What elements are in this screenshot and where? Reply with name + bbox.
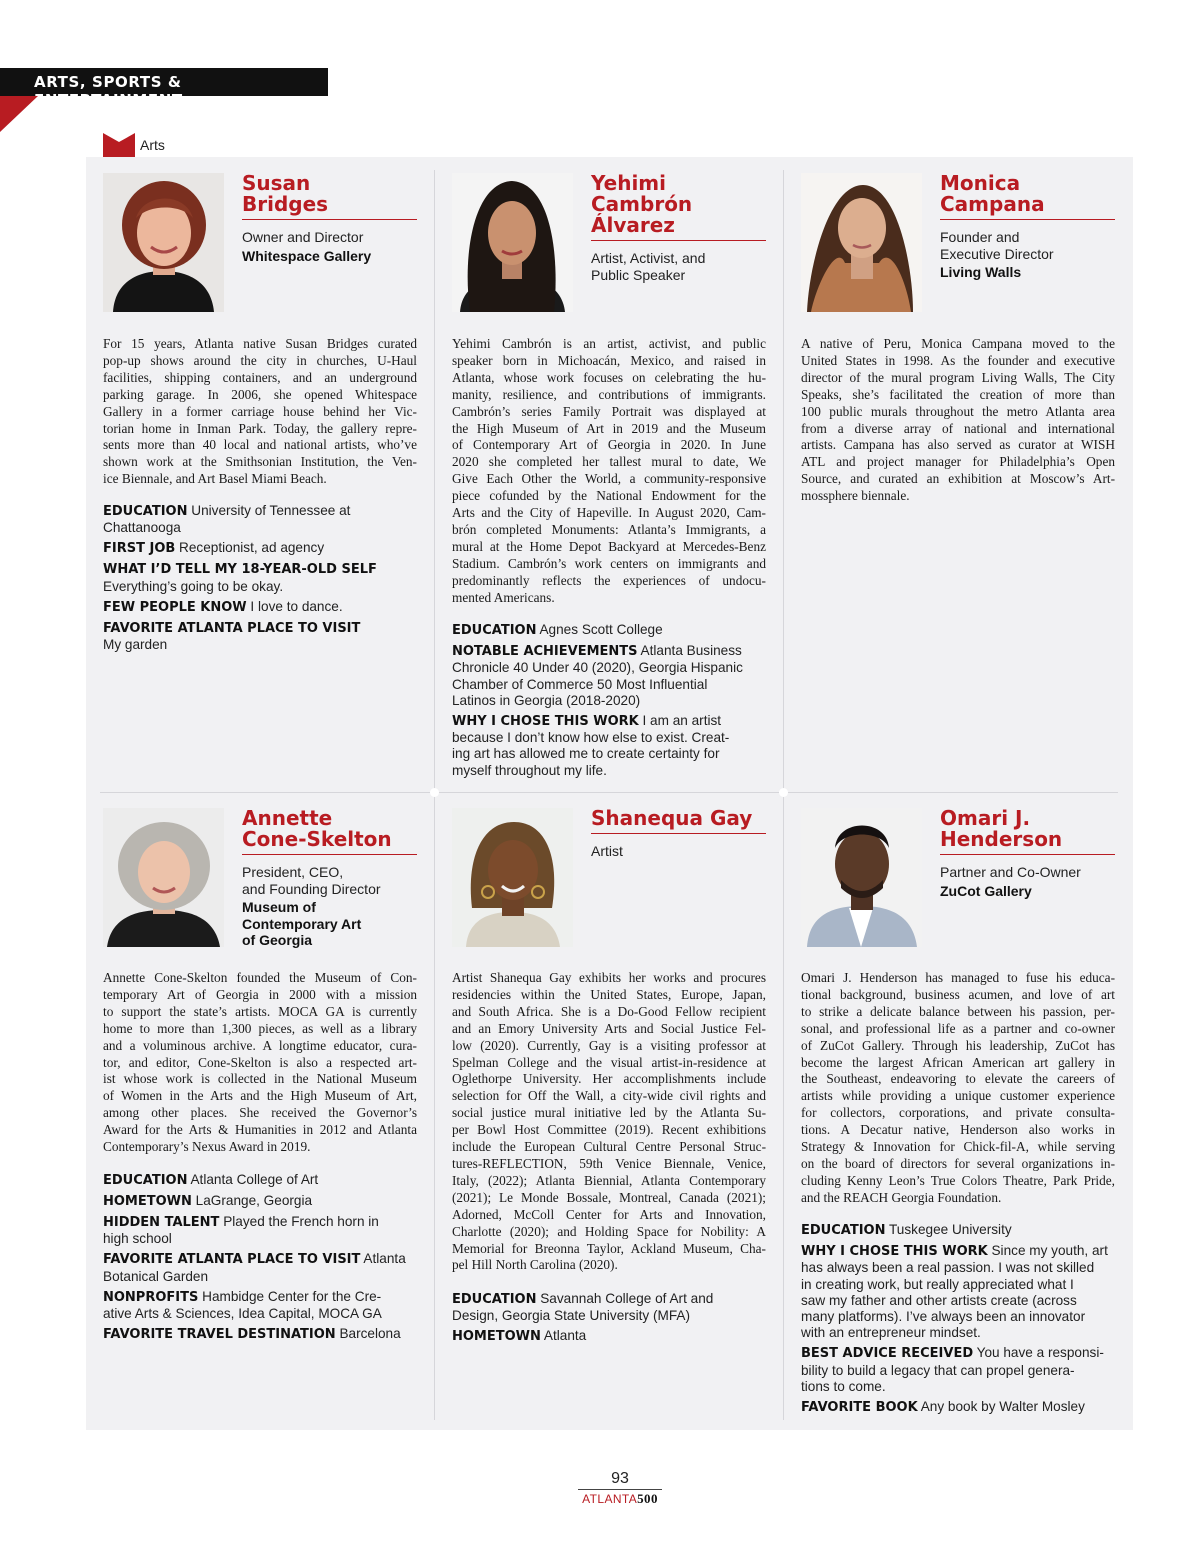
bio-line: brón completed Monuments: Atlanta’s Immigrants, a <box>452 521 766 537</box>
fact-value: I love to dance. <box>246 598 343 614</box>
row-divider <box>100 792 1118 793</box>
bio-line: from a diverse array of national and international <box>801 420 1115 436</box>
bio-line: of Women in the Arts and the High Museum of Art, <box>103 1088 417 1104</box>
fact-item <box>452 622 766 639</box>
fact-line <box>452 1308 766 1324</box>
person-org-line: Living Walls <box>940 264 1022 280</box>
bio-line: Yehimi Cambrón is an artist, activist, and public <box>452 336 766 351</box>
bio-line: 100 public murals throughout the metro Atlanta area <box>801 403 1115 419</box>
person-role <box>940 864 1115 881</box>
fact-label: FAVORITE ATLANTA PLACE TO VISIT <box>103 1252 361 1268</box>
person-name <box>242 173 417 220</box>
fact-line <box>801 1243 1115 1260</box>
bio-line: the High Museum of Art in 2019 and the Museum <box>452 420 766 436</box>
fact-line <box>103 503 417 520</box>
person-facts <box>103 503 417 657</box>
bio-line: the Southeast, endeavoring to elevate the careers of <box>801 1071 1115 1087</box>
fact-item <box>103 1172 417 1189</box>
fact-line <box>801 1277 1115 1293</box>
bio-line: temporary Art of Georgia in 2000 with a mission <box>103 986 417 1002</box>
fact-line <box>103 1251 417 1268</box>
bio-line: Cambrón’s series Family Portrait was displayed at <box>452 403 766 419</box>
fact-label: EDUCATION <box>452 623 537 638</box>
bio-line: artists. Campana has also served as curator at WISH <box>801 437 1115 453</box>
person-facts <box>801 1222 1115 1420</box>
bio-line: Oglethorpe University. Her accomplishments include <box>452 1071 766 1087</box>
fact-label: HOMETOWN <box>452 1329 541 1345</box>
bio-line: facilities, shipping containers, and an underground <box>103 369 417 385</box>
person-role-line: Partner and Co-Owner <box>940 864 1081 880</box>
fact-value: My garden <box>103 636 168 652</box>
bio-line: tional background, business acumen, and love of art <box>801 986 1115 1002</box>
person-facts <box>452 1291 766 1349</box>
person-name-line: Monica <box>940 171 1021 195</box>
fact-value: I am an artist <box>638 712 722 728</box>
bio-line: for collectors, corporations, and private consulta- <box>801 1105 1115 1121</box>
fact-line <box>103 1269 417 1285</box>
person-name-line: Shanequa Gay <box>591 806 753 830</box>
fact-line <box>103 1326 417 1343</box>
bio-line: become the largest African American art gallery in <box>801 1054 1115 1070</box>
bio-line: pel Hill North Carolina (2020). <box>452 1257 618 1273</box>
fact-line <box>801 1260 1115 1276</box>
fact-item <box>452 1291 766 1325</box>
fact-line <box>103 579 417 595</box>
divider-dot <box>430 788 439 797</box>
fact-line <box>452 660 766 676</box>
page-number: 93 <box>578 1470 662 1490</box>
person-role-line: Artist <box>591 843 623 859</box>
fact-label: WHY I CHOSE THIS WORK <box>452 713 639 729</box>
fact-line <box>103 637 417 653</box>
fact-label: EDUCATION <box>103 1173 188 1188</box>
fact-label: WHY I CHOSE THIS WORK <box>801 1243 988 1259</box>
fact-value: Atlanta College of Art <box>187 1172 319 1187</box>
person-organization <box>242 899 417 949</box>
person-name <box>940 173 1115 220</box>
bio-line: United States in 1998. As the founder and executive <box>801 352 1115 368</box>
fact-line <box>103 1214 417 1231</box>
bio-line: include the European Cultural Centre Personal Struc- <box>452 1139 766 1155</box>
fact-item <box>103 1326 417 1343</box>
fact-value: ative Arts & Sciences, Idea Capital, MOCA GA <box>103 1305 382 1321</box>
fact-item <box>103 503 417 537</box>
person-role-line: President, CEO, <box>242 864 344 880</box>
bio-line: sents more than 40 local and national artists, who’ve <box>103 437 417 453</box>
fact-value: Barcelona <box>335 1325 401 1341</box>
person-name-line: Campana <box>940 192 1045 216</box>
bio-line: parking garage. In 2006, she opened Whitespace <box>103 386 417 402</box>
person-org-line: ZuCot Gallery <box>940 882 1032 899</box>
fact-item <box>801 1222 1115 1239</box>
category-label: Arts <box>140 137 165 153</box>
bio-line: and an Emory University Arts and Social Justice Fel- <box>452 1020 766 1036</box>
fact-line <box>452 763 766 779</box>
fact-label: NONPROFITS <box>103 1289 199 1305</box>
bio-line: and the REACH Georgia Foundation. <box>801 1189 1002 1205</box>
fact-value: Chamber of Commerce 50 Most Influential <box>452 676 708 692</box>
bio-line: Speaks, she’s facilitated the creation of more than <box>801 386 1115 402</box>
fact-line <box>103 540 417 557</box>
fact-line <box>801 1309 1115 1325</box>
fact-item <box>801 1243 1115 1342</box>
portrait-photo <box>452 173 573 312</box>
fact-item <box>103 561 417 595</box>
bio-line: Gallery in a former carriage house behind her Vic- <box>103 403 417 419</box>
bio-line: piece cofunded by the National Endowment for the <box>452 488 766 504</box>
bio-line: Contemporary’s Nexus Award in 2019. <box>103 1139 311 1155</box>
person-name-line: Cone-Skelton <box>242 827 392 851</box>
fact-line <box>801 1345 1115 1362</box>
person-name-line: Álvarez <box>591 213 675 237</box>
person-bio <box>103 336 417 488</box>
bio-line: director of the mural program Living Walls, The City <box>801 369 1115 385</box>
bio-line: manity, resilience, and contributions of immigrants. <box>452 386 766 402</box>
portrait-photo <box>103 173 224 312</box>
fact-value: Tuskegee University <box>885 1222 1012 1237</box>
person-role <box>242 229 417 246</box>
portrait-photo <box>801 808 922 947</box>
fact-line <box>801 1222 1115 1239</box>
bio-line: per Bowl Host Committee (2019). Recent exhibitions <box>452 1122 766 1138</box>
fact-value: Hambidge Center for the Cre- <box>198 1288 382 1304</box>
person-role <box>242 864 417 897</box>
fact-item <box>452 643 766 709</box>
fact-item <box>801 1345 1115 1395</box>
fact-line <box>103 599 417 616</box>
bio-line: torian home in Inman Park. Today, the gallery repre- <box>103 420 417 436</box>
fact-item <box>103 540 417 557</box>
fact-line <box>452 693 766 709</box>
person-organization <box>242 248 417 265</box>
fact-value: with an entrepreneur mindset. <box>801 1325 981 1341</box>
bio-line: cluding Kenny Leon’s True Colors Theatre, Park Pride, <box>801 1172 1115 1188</box>
fact-line <box>452 643 766 660</box>
portrait-photo <box>801 173 922 312</box>
fact-line <box>103 1231 417 1247</box>
bio-line: to support the state’s artists. MOCA GA is currently <box>103 1003 417 1019</box>
portrait-photo <box>103 808 224 947</box>
person-role-line: Founder and <box>940 229 1020 245</box>
bio-line: tions. A Decatur native, Henderson also works in <box>801 1122 1115 1138</box>
person-organization <box>940 883 1115 900</box>
bio-line: ATL and project manager for Philadelphia’s Open <box>801 454 1115 470</box>
fact-value: Botanical Garden <box>103 1268 209 1284</box>
fact-value: Latinos in Georgia (2018-2020) <box>452 692 641 708</box>
person-role-line: Executive Director <box>940 245 1054 262</box>
fact-item <box>452 1328 766 1345</box>
publication-brand <box>578 1491 662 1507</box>
fact-line <box>103 620 417 637</box>
fact-value: LaGrange, Georgia <box>191 1192 313 1208</box>
person-bio <box>103 970 417 1156</box>
fact-line <box>801 1399 1115 1416</box>
fact-value: Savannah College of Art and <box>536 1291 714 1306</box>
fact-value: in creating work, but really appreciated what I <box>801 1276 1074 1292</box>
fact-value: Design, Georgia State University (MFA) <box>452 1308 690 1324</box>
person-name-line: Cambrón <box>591 192 693 216</box>
bio-line: mural at the Home Depot Backyard at Mercedes-Benz <box>452 538 766 554</box>
fact-line <box>801 1363 1115 1379</box>
fact-value: Chronicle 40 Under 40 (2020), Georgia Hispanic <box>452 660 743 676</box>
bio-line: pop-up shows around the city in churches, U-Haul <box>103 352 417 368</box>
brand-number: 500 <box>637 1491 658 1506</box>
bio-line: mossphere biennale. <box>801 488 910 504</box>
bio-line: among other places. She received the Governor’s <box>103 1105 417 1121</box>
bio-line: Arts and the City of Hapeville. In August 2020, Cam- <box>452 505 766 521</box>
bio-line: tor, and editor, Cone-Skelton is also a respected art- <box>103 1054 417 1070</box>
fact-value: has always been a real passion. I was not skilled <box>801 1260 1095 1276</box>
section-title: ARTS, SPORTS & ENTERTAINMENT <box>34 73 183 109</box>
bio-line: home to more than 1,300 pieces, as well as a library <box>103 1020 417 1036</box>
fact-value: You have a responsi- <box>973 1345 1104 1361</box>
bio-line: artists while providing a unique customer experience <box>801 1088 1115 1104</box>
person-name-line: Omari J. <box>940 806 1031 830</box>
fact-value: because I don’t know how else to exist. Creat- <box>452 730 730 746</box>
fact-label: WHAT I’D TELL MY 18-YEAR-OLD SELF <box>103 562 377 578</box>
bio-line: (2021); Le Monde Bossale, Montreal, Canada (2021); <box>452 1189 766 1205</box>
fact-line <box>452 746 766 762</box>
person-organization <box>940 264 1115 281</box>
bio-line: speaker born in Michoacán, Mexico, and raised in <box>452 352 766 368</box>
bio-line: Adorned, McColl Center for Arts and Innovation, <box>452 1206 766 1222</box>
fact-item <box>103 1289 417 1323</box>
fact-line <box>452 677 766 693</box>
bio-line: mented Americans. <box>452 589 555 605</box>
bio-line: low (2020). Currently, Gay is a visiting professor at <box>452 1037 766 1053</box>
fact-value: Since my youth, art <box>987 1242 1108 1258</box>
bio-line: Stadium. Cambrón’s work centers on immigrants and <box>452 555 766 571</box>
bio-line: ice Biennale, and Art Basel Miami Beach. <box>103 471 327 487</box>
fact-item <box>801 1399 1115 1416</box>
fact-value: Atlanta <box>540 1328 587 1344</box>
person-name-line: Bridges <box>242 192 329 216</box>
bio-line: of ZuCot Gallery. Through his leadership, ZuCot has <box>801 1037 1115 1053</box>
person-org-line: Whitespace Gallery <box>242 247 372 264</box>
person-name <box>591 808 766 834</box>
fact-value: Agnes Scott College <box>536 622 663 637</box>
person-org-line: Museum of <box>242 899 316 915</box>
fact-label: EDUCATION <box>801 1223 886 1238</box>
fact-item <box>452 713 766 779</box>
fact-value: Atlanta <box>360 1251 406 1267</box>
fact-line <box>103 1289 417 1306</box>
fact-line <box>801 1293 1115 1309</box>
fact-label: FAVORITE BOOK <box>801 1400 918 1416</box>
person-bio <box>801 336 1115 505</box>
person-bio <box>801 970 1115 1207</box>
fact-value: Played the French horn in <box>219 1213 379 1229</box>
bio-line: predominantly reflects the experiences of undocu- <box>452 572 766 588</box>
fact-line <box>103 1172 417 1189</box>
fact-line <box>103 1193 417 1210</box>
bio-line: Annette Cone-Skelton founded the Museum of Con- <box>103 970 417 985</box>
person-name <box>940 808 1115 855</box>
fact-line <box>801 1325 1115 1341</box>
corner-accent <box>0 96 38 132</box>
fact-value: tions to come. <box>801 1379 886 1395</box>
bio-line: Omari J. Henderson has managed to fuse his educa- <box>801 970 1115 985</box>
fact-label: EDUCATION <box>452 1292 537 1307</box>
fact-value: bility to build a legacy that can propel genera- <box>801 1362 1075 1378</box>
fact-value: ing art has allowed me to create certainty for <box>452 746 720 762</box>
person-name <box>591 173 766 241</box>
fact-item <box>103 1214 417 1248</box>
fact-item <box>103 1251 417 1285</box>
person-role <box>591 250 766 283</box>
bio-line: Italy, (2022); Atlanta Biennial, Atlanta Contemporary <box>452 1172 766 1188</box>
bio-line: and South Africa. She is a Do-Good Fellow recipient <box>452 1003 766 1019</box>
person-bio <box>452 336 766 607</box>
person-role <box>591 843 766 860</box>
bio-line: For 15 years, Atlanta native Susan Bridges curated <box>103 336 417 351</box>
bio-line: social justice mural initiative led by the Atlanta Su- <box>452 1105 766 1121</box>
bio-line: to strike a delicate balance between his passion, per- <box>801 1003 1115 1019</box>
bio-line: Memorial for Breonna Taylor, Ackland Museum, Cha- <box>452 1240 766 1256</box>
fact-line <box>452 730 766 746</box>
person-name-line: Annette <box>242 806 333 830</box>
bio-line: Strategy & Innovation for Chick-fil-A, while serving <box>801 1139 1115 1155</box>
person-facts <box>103 1172 417 1347</box>
section-banner <box>0 68 328 109</box>
fact-value: saw my father and other artists create (across <box>801 1292 1077 1308</box>
person-name <box>242 808 417 855</box>
person-role-line: and Founding Director <box>242 880 381 897</box>
bio-line: sonal, and professional life as a partner and co-owner <box>801 1020 1115 1036</box>
bio-line: Award for the Arts & Humanities in 2012 and Atlanta <box>103 1122 417 1138</box>
bio-line: ist whose work is collected in the National Museum <box>103 1071 417 1087</box>
fact-value: high school <box>103 1231 172 1247</box>
fact-value: myself throughout my life. <box>452 762 607 778</box>
person-role-line: Owner and Director <box>242 229 364 245</box>
fact-label: FAVORITE TRAVEL DESTINATION <box>103 1326 336 1342</box>
fact-value: Chattanooga <box>103 520 181 536</box>
bio-line: selection for Off the Wall, a city-wide civil rights and <box>452 1088 766 1104</box>
person-facts <box>452 622 766 783</box>
bio-line: and a voluminous archive. A longtime educator, cura- <box>103 1037 417 1053</box>
fact-line <box>801 1379 1115 1395</box>
fact-label: HIDDEN TALENT <box>103 1214 220 1230</box>
fact-label: HOMETOWN <box>103 1193 192 1209</box>
fact-line <box>452 622 766 639</box>
bio-line: Source, and curated an exhibition at Moscow’s Art- <box>801 471 1115 487</box>
portrait-photo <box>452 808 573 947</box>
fact-line <box>452 1291 766 1308</box>
person-org-line: of Georgia <box>242 932 313 948</box>
bio-line: Spelman College and the visual artist-in-residence at <box>452 1054 766 1070</box>
bio-line: Atlanta, whose work focuses on celebrating the hu- <box>452 369 766 385</box>
bio-line: on the board of directors for several organizations in- <box>801 1155 1115 1171</box>
fact-value: many platforms). I’ve always been an innovator <box>801 1309 1086 1325</box>
fact-value: University of Tennessee at <box>187 503 351 518</box>
fact-label: BEST ADVICE RECEIVED <box>801 1346 974 1362</box>
bio-line: tures-REFLECTION, 59th Venice Biennale, Venice, <box>452 1155 766 1171</box>
fact-value: Everything’s going to be okay. <box>103 578 284 594</box>
fact-line <box>452 713 766 730</box>
fact-value: Atlanta Business <box>637 642 742 658</box>
person-org-line: Contemporary Art <box>242 915 362 932</box>
person-name-line: Yehimi <box>591 171 666 195</box>
person-role-line: Artist, Activist, and <box>591 250 706 266</box>
fact-label: NOTABLE ACHIEVEMENTS <box>452 643 638 659</box>
fact-label: EDUCATION <box>103 504 188 519</box>
person-role <box>940 229 1115 262</box>
bio-line: of Contemporary Art of Georgia in 2020. In June <box>452 437 766 453</box>
divider-dot <box>779 788 788 797</box>
person-bio <box>452 970 766 1274</box>
bio-line: 2020 she completed her tallest mural to date, We <box>452 454 766 470</box>
fact-item <box>103 1193 417 1210</box>
fact-value: Receptionist, ad agency <box>175 540 325 556</box>
bio-line: residencies within the United States, Europe, Japan, <box>452 986 766 1002</box>
person-name-line: Henderson <box>940 827 1063 851</box>
fact-label: FEW PEOPLE KNOW <box>103 599 247 615</box>
bio-line: Charlotte (2020); and Holding Space for Nobility: A <box>452 1223 766 1239</box>
bio-line: Give Each Other the World, a community-responsive <box>452 471 766 487</box>
fact-line <box>103 1306 417 1322</box>
fact-value: Any book by Walter Mosley <box>917 1399 1085 1415</box>
fact-line <box>103 520 417 536</box>
fact-item <box>103 620 417 654</box>
fact-label: FIRST JOB <box>103 541 176 557</box>
brand-name: ATLANTA <box>582 1492 638 1506</box>
fact-line <box>452 1328 766 1345</box>
fact-item <box>103 599 417 616</box>
bio-line: shown work at the Smithsonian Institution, the Ven- <box>103 454 417 470</box>
person-name-line: Susan <box>242 171 311 195</box>
fact-line <box>103 561 417 578</box>
bio-line: A native of Peru, Monica Campana moved to the <box>801 336 1115 351</box>
person-role-line: Public Speaker <box>591 266 686 283</box>
fact-label: FAVORITE ATLANTA PLACE TO VISIT <box>103 620 361 636</box>
bio-line: Artist Shanequa Gay exhibits her works and procures <box>452 970 766 985</box>
